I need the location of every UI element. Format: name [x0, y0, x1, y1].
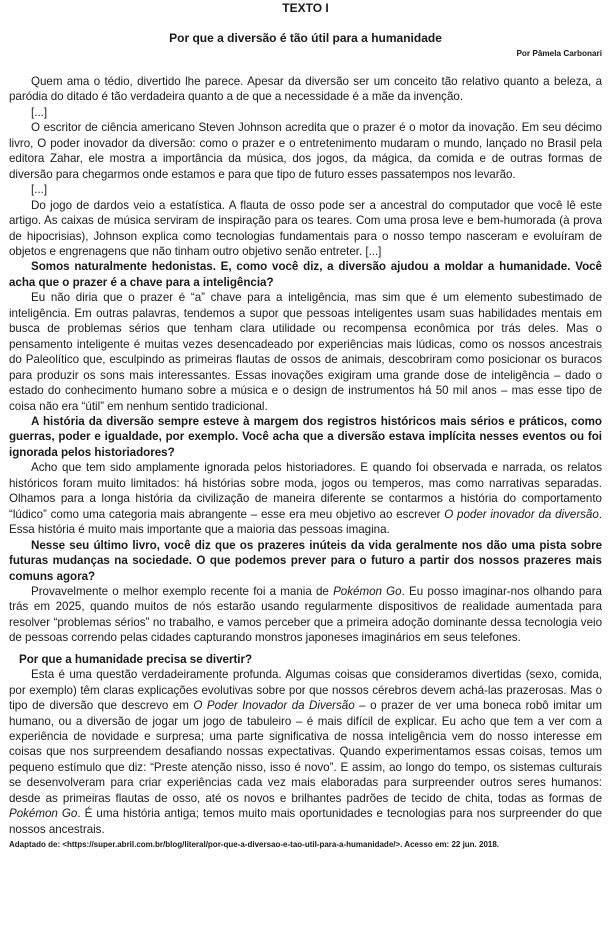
interview-answer-4: [9, 667, 602, 837]
interview-answer-3: [9, 584, 602, 646]
article-title: Por que a diversão é tão útil para a humanidade: [169, 31, 442, 45]
paragraph-intro: Quem ama o tédio, divertido lhe parece. Apesar da diversão ser um conceito tão relativo quanto a beleza, a paródia do ditado é tão verdadeira quanto a de que a necessidade é a mãe da invenção.: [9, 75, 602, 104]
paragraph-dardos: Do jogo de dardos veio a estatística. A flauta de osso pode ser a ancestral do computador que você lê este artigo. As caixas de música serviram de inspiração para os teares. Com uma prosa leve e bem-humorada (à prova de hipocrisias), Johnson explica como tecnologias fundamentais para o nosso tempo nasceram e evoluíram de objetos e engrenagens que não tinham outro objetivo senão entreter. [...]: [9, 198, 602, 258]
interview-answer-1: Eu não diria que o prazer é “a” chave para a inteligência, mas sim que é um elemento subestimado de inteligência. Em outras palavras, tendemos a supor que pessoas inteligentes usam suas habilidades mentais em busca de problemas sérios que tenham clara utilidade ou recompensa econômica por trás deles. Mas o pensamento inteligente é muitas vezes desencadeado por experiências mais lúdicas, como os nossos ancestrais do Paleolítico que, esculpindo as primeiras flautas de ossos de animais, descobriram como posicionar os buracos para produzir os sons mais interessantes. Essas inovações exigiram uma grande dose de inteligência – dado o estado do conhecimento humano sobre a música e o design de instrumentos há 50 mil anos – mas esse tipo de coisa não era “útil” em nenhum sentido tradicional.: [9, 291, 602, 413]
ellipsis-marker: [...]: [31, 183, 48, 197]
interview-answer-2: [9, 460, 602, 537]
answer-text: – o prazer de ver uma boneca robô imitar um humano, ou a diversão de jogar um jogo de tabuleiro – é mais difícil de explicar. Eu acho que tem a ver com a experiência de novidade e surpresa; uma parte significativa de nossa inteligência vem do nosso interesse em coisas que nos surpreendem desafiando nossas expectativas. Quando experimentamos essas coisas, temos um pequeno estímulo que diz: “Preste atenção nisso, isso é novo”. E assim, ao longo do tempo, os sistemas culturais se desenvolveram para criar experiências cada vez mais elaboradas para surpreender outros seres humanos: desde as primeiras flautas de osso, até os novos e brilhantes padrões de tecido de chita, todas as formas de: [9, 699, 602, 805]
answer-text: Provavelmente o melhor exemplo recente foi a mania de: [31, 584, 334, 598]
answer-text: Acho que tem sido amplamente ignorada pelos historiadores. E quando foi observada e narrada, os relatos históricos foram muito limitados: há histórias sobre moda, jogos ou temperos, mas como narrativas separadas. Olhamos para a longa história da civilização de maneira diferente se contarmos a história do comportamento “lúdico” como uma categoria mais abrangente – esse era meu objetivo ao escrever: [9, 461, 602, 521]
interview-question-1: Somos naturalmente hedonistas. E, como você diz, a diversão ajudou a moldar a humanidade. Você acha que o prazer é a chave para a inteligência?: [9, 260, 602, 289]
interview-question-2: A história da diversão sempre esteve à margem dos registros históricos mais sérios e práticos, como guerras, poder e igualdade, por exemplo. Você acha que a diversão estava implícita nesses eventos ou foi ignorada pelos historiadores?: [9, 414, 602, 459]
article-author: Por Pâmela Carbonari: [516, 49, 602, 58]
book-title: O Poder Inovador da Diversão: [193, 699, 355, 713]
game-title: Pokémon Go: [9, 807, 78, 821]
answer-text: . É uma história antiga; temos muito mais oportunidades e tecnologias para nos surpreender do que nossos ancestrais.: [9, 807, 603, 836]
text-label: TEXTO I: [282, 1, 329, 15]
answer-text: . Eu posso imaginar-nos olhando para trás em 2025, quando muitos de nós estarão usando regularmente dispositivos de realidade aumentada para resolver “problemas sérios” no trabalho, e vamos perceber que a primeira adoção dominante dessa tecnologia veio de pessoas correndo pelas cidades capturando monstros japoneses imaginários em seus telefones.: [9, 584, 602, 645]
answer-text: Esta é uma questão verdadeiramente profunda. Algumas coisas que consideramos divertidas (sexo, comida, por exemplo) têm claras explicações evolutivas sobre por que nossos cérebros devem achá-las prazerosas. Mas o tipo de diversão que descrevo em: [9, 668, 602, 713]
answer-text: . Essa história é muito mais importante que a maioria das pessoas imagina.: [9, 507, 602, 537]
interview-question-4: Por que a humanidade precisa se divertir?: [19, 652, 253, 666]
article-body: [9, 74, 602, 837]
source-citation: Adaptado de: <https://super.abril.com.br/blog/literal/por-que-a-diversao-e-tao-util-para-a-humanidade/>. Acesso em: 22 jun. 2018.: [9, 840, 500, 850]
book-title: O poder inovador da diversão: [444, 507, 599, 521]
game-title: Pokémon Go: [333, 584, 402, 598]
paragraph-johnson: O escritor de ciência americano Steven Johnson acredita que o prazer é o motor da inovação. Em seu décimo livro, O poder inovador da diversão: como o prazer e o entretenimento mudaram o mundo, lançado no Brasil pela editora Zahar, ele mostra a importância da música, dos jogos, da mágica, da comida e de outras formas de diversão para chegarmos onde estamos e para que tipo de futuro esses passatempos nos levarão.: [9, 121, 602, 181]
interview-question-3: Nesse seu último livro, você diz que os prazeres inúteis da vida geralmente nos dão uma pista sobre futuras mudanças na sociedade. O que podemos prever para o futuro a partir dos nossos prazeres mais comuns agora?: [9, 538, 602, 583]
ellipsis-marker: [...]: [31, 105, 48, 119]
